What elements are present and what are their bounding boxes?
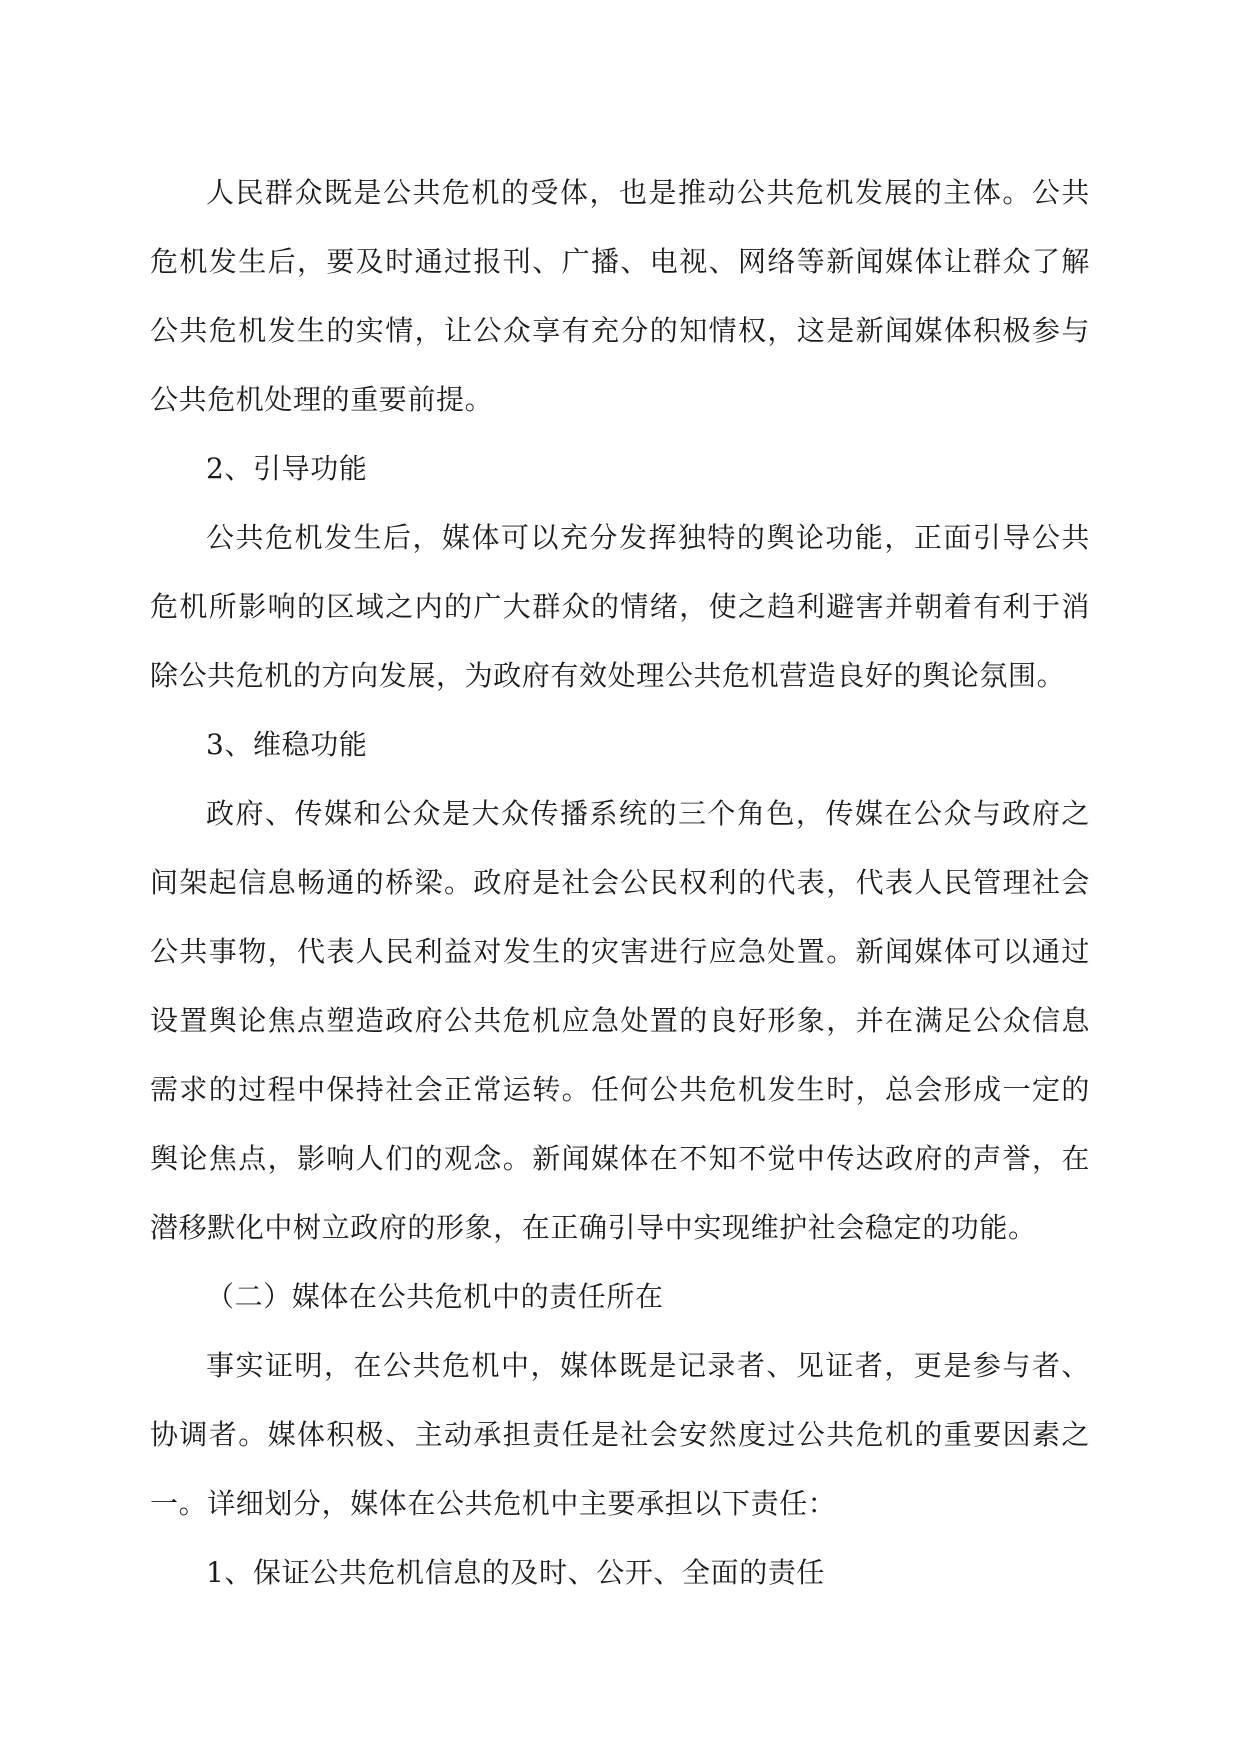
paragraph-public-info: 人民群众既是公共危机的受体，也是推动公共危机发展的主体。公共危机发生后，要及时通过报刊、广播、电视、网络等新闻媒体让群众了解公共危机发生的实情，让公众享有充分的知情权，这是新闻媒体积极参与公共危机处理的重要前提。	[150, 176, 1090, 416]
heading-timely-info-responsibility: 1、保证公共危机信息的及时、公开、全面的责任	[206, 1556, 826, 1589]
paragraph-responsibility: 事实证明，在公共危机中，媒体既是记录者、见证者，更是参与者、协调者。媒体积极、主动承担责任是社会安然度过公共危机的重要因素之一。详细划分，媒体在公共危机中主要承担以下责任：	[150, 1349, 1090, 1520]
heading-guidance-function: 2、引导功能	[206, 452, 368, 485]
document-body	[150, 158, 1090, 1607]
paragraph-guidance: 公共危机发生后，媒体可以充分发挥独特的舆论功能，正面引导公共危机所影响的区域之内的广大群众的情绪，使之趋利避害并朝着有利于消除公共危机的方向发展，为政府有效处理公共危机营造良好的舆论氛围。	[150, 521, 1090, 692]
paragraph-stability: 政府、传媒和公众是大众传播系统的三个角色，传媒在公众与政府之间架起信息畅通的桥梁。政府是社会公民权利的代表，代表人民管理社会公共事物，代表人民利益对发生的灾害进行应急处置。新闻媒体可以通过设置舆论焦点塑造政府公共危机应急处置的良好形象，并在满足公众信息需求的过程中保持社会正常运转。任何公共危机发生时，总会形成一定的舆论焦点，影响人们的观念。新闻媒体在不知不觉中传达政府的声誉，在潜移默化中树立政府的形象，在正确引导中实现维护社会稳定的功能。	[150, 797, 1090, 1244]
heading-stability-function: 3、维稳功能	[206, 728, 368, 761]
heading-media-responsibility: （二）媒体在公共危机中的责任所在	[206, 1280, 664, 1313]
